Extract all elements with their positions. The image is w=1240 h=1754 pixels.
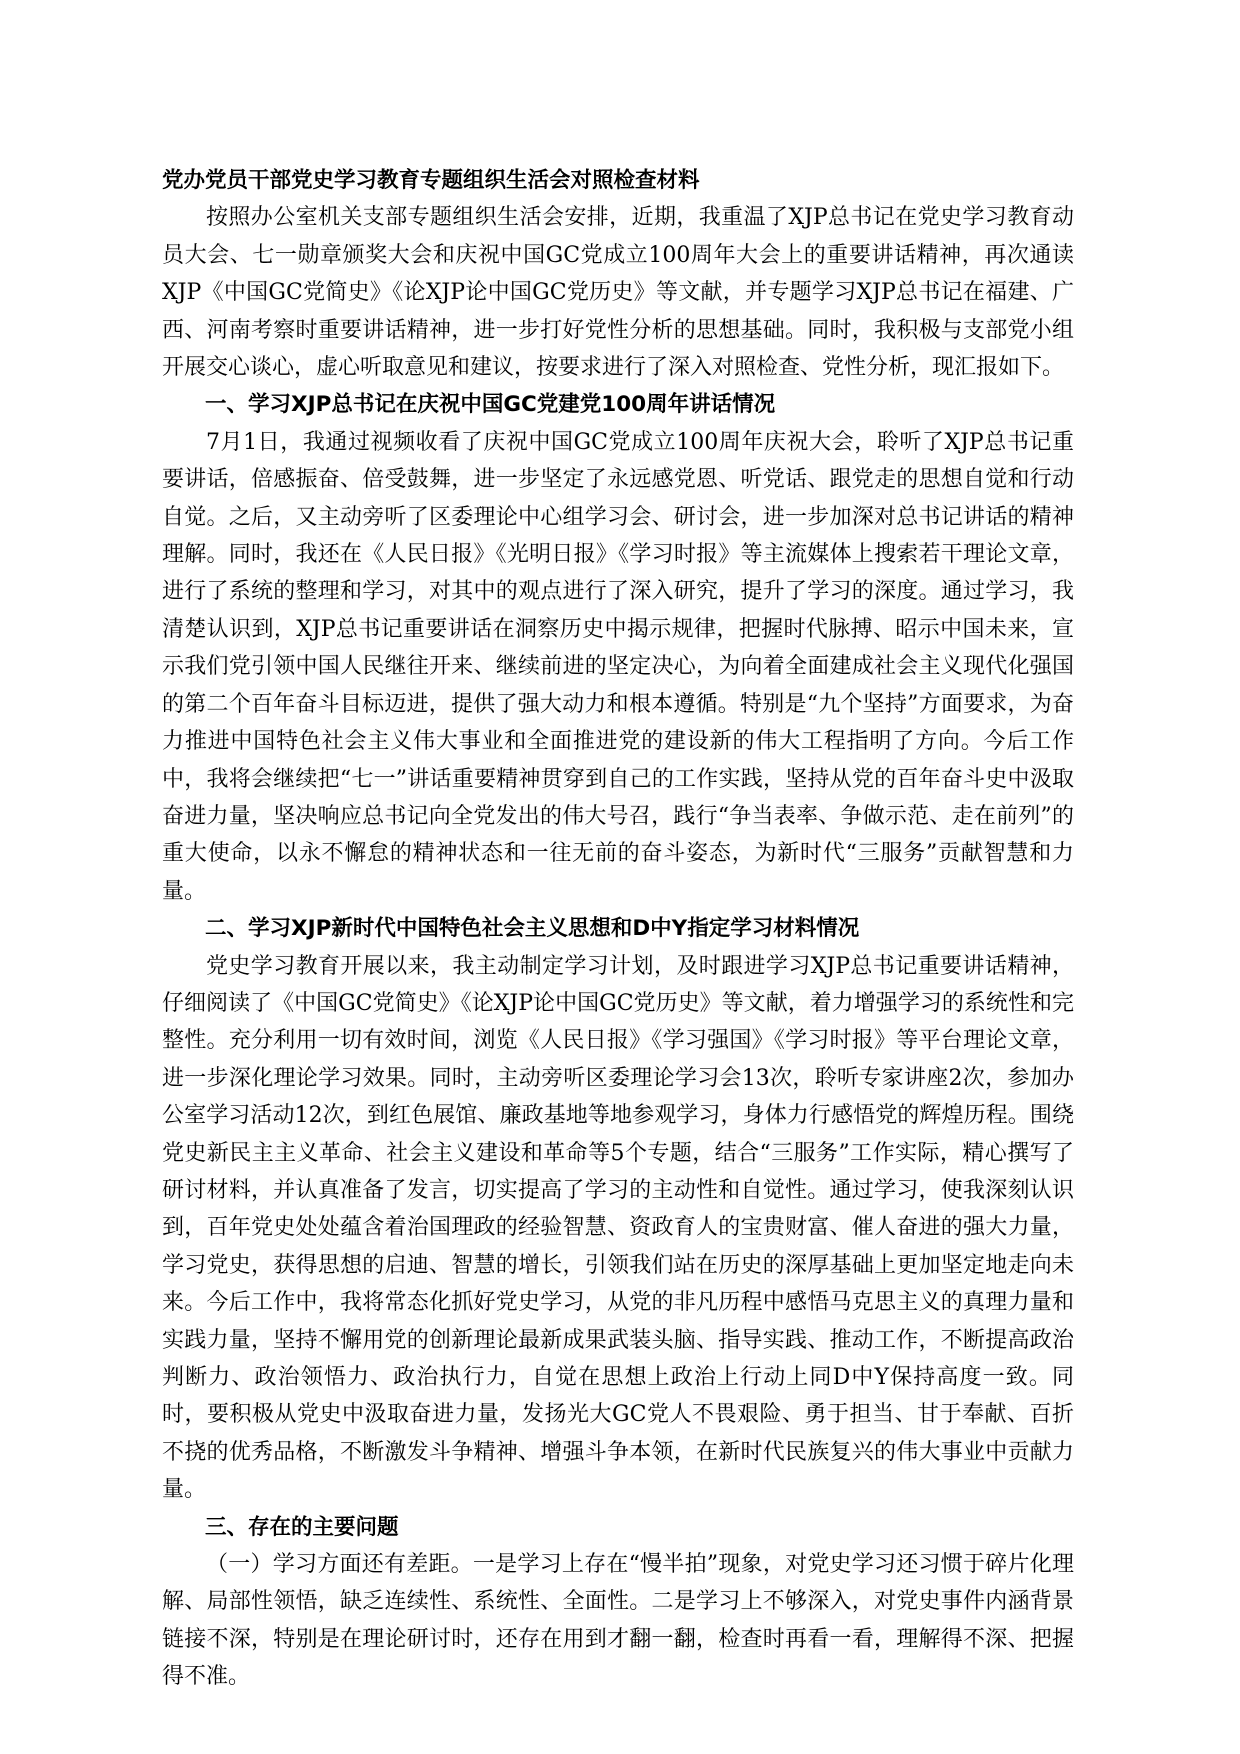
- section-heading-2: 二、学习XJP新时代中国特色社会主义思想和D中Y指定学习材料情况: [205, 916, 860, 942]
- document-title: 党办党员干部党史学习教育专题组织生活会对照检查材料: [162, 168, 700, 193]
- section-heading-1: 一、学习XJP总书记在庆祝中国GC党建党100周年讲话情况: [205, 392, 776, 418]
- intro-paragraph: 按照办公室机关支部专题组织生活会安排，近期，我重温了XJP总书记在党史学习教育动员大会、七一勋章颁奖大会和庆祝中国GC党成立100周年大会上的重要讲话精神，再次通读XJP《中国GC党简史》《论XJP论中国GC党历史》等文献，并专题学习XJP总书记在福建、广西、河南考察时重要讲话精神，进一步打好党性分析的思想基础。同时，我积极与支部党小组开展交心谈心，虚心听取意见和建议，按要求进行了深入对照检查、党性分析，现汇报如下。: [162, 205, 1074, 381]
- section-1-paragraph: 7月1日，我通过视频收看了庆祝中国GC党成立100周年庆祝大会，聆听了XJP总书记重要讲话，倍感振奋、倍受鼓舞，进一步坚定了永远感党恩、听党话、跟党走的思想自觉和行动自觉。之后，又主动旁听了区委理论中心组学习会、研讨会，进一步加深对总书记讲话的精神理解。同时，我还在《人民日报》《光明日报》《学习时报》等主流媒体上搜索若干理论文章，进行了系统的整理和学习，对其中的观点进行了深入研究，提升了学习的深度。通过学习，我清楚认识到，XJP总书记重要讲话在洞察历史中揭示规律，把握时代脉搏、昭示中国未来，宣示我们党引领中国人民继往开来、继续前进的坚定决心，为向着全面建成社会主义现代化强国的第二个百年奋斗目标迈进，提供了强大动力和根本遵循。特别是“九个坚持”方面要求，为奋力推进中国特色社会主义伟大事业和全面推进党的建设新的伟大工程指明了方向。今后工作中，我将会继续把“七一”讲话重要精神贯穿到自己的工作实践，坚持从党的百年奋斗史中汲取奋进力量，坚决响应总书记向全党发出的伟大号召，践行“争当表率、争做示范、走在前列”的重大使命，以永不懈怠的精神状态和一往无前的奋斗姿态，为新时代“三服务”贡献智慧和力量。: [162, 429, 1074, 904]
- section-heading-3: 三、存在的主要问题: [205, 1514, 399, 1540]
- section-3-paragraph: （一）学习方面还有差距。一是学习上存在“慢半拍”现象，对党史学习还习惯于碎片化理解、局部性领悟，缺乏连续性、系统性、全面性。二是学习上不够深入，对党史事件内涵背景链接不深，特别是在理论研讨时，还存在用到才翻一翻，检查时再看一看，理解得不深、把握得不准。: [162, 1552, 1074, 1690]
- document-body: [162, 162, 1074, 1696]
- section-2-paragraph: 党史学习教育开展以来，我主动制定学习计划，及时跟进学习XJP总书记重要讲话精神，仔细阅读了《中国GC党简史》《论XJP论中国GC党历史》等文献，着力增强学习的系统性和完整性。充分利用一切有效时间，浏览《人民日报》《学习强国》《学习时报》等平台理论文章，进一步深化理论学习效果。同时，主动旁听区委理论学习会13次，聆听专家讲座2次，参加办公室学习活动12次，到红色展馆、廉政基地等地参观学习，身体力行感悟党的辉煌历程。围绕党史新民主主义革命、社会主义建设和革命等5个专题，结合“三服务”工作实际，精心撰写了研讨材料，并认真准备了发言，切实提高了学习的主动性和自觉性。通过学习，使我深刻认识到，百年党史处处蕴含着治国理政的经验智慧、资政育人的宝贵财富、催人奋进的强大力量，学习党史，获得思想的启迪、智慧的增长，引领我们站在历史的深厚基础上更加坚定地走向未来。今后工作中，我将常态化抓好党史学习，从党的非凡历程中感悟马克思主义的真理力量和实践力量，坚持不懈用党的创新理论最新成果武装头脑、指导实践、推动工作，不断提高政治判断力、政治领悟力、政治执行力，自觉在思想上政治上行动上同D中Y保持高度一致。同时，要积极从党史中汲取奋进力量，发扬光大GC党人不畏艰险、勇于担当、甘于奉献、百折不挠的优秀品格，不断激发斗争精神、增强斗争本领，在新时代民族复兴的伟大事业中贡献力量。: [162, 953, 1074, 1503]
